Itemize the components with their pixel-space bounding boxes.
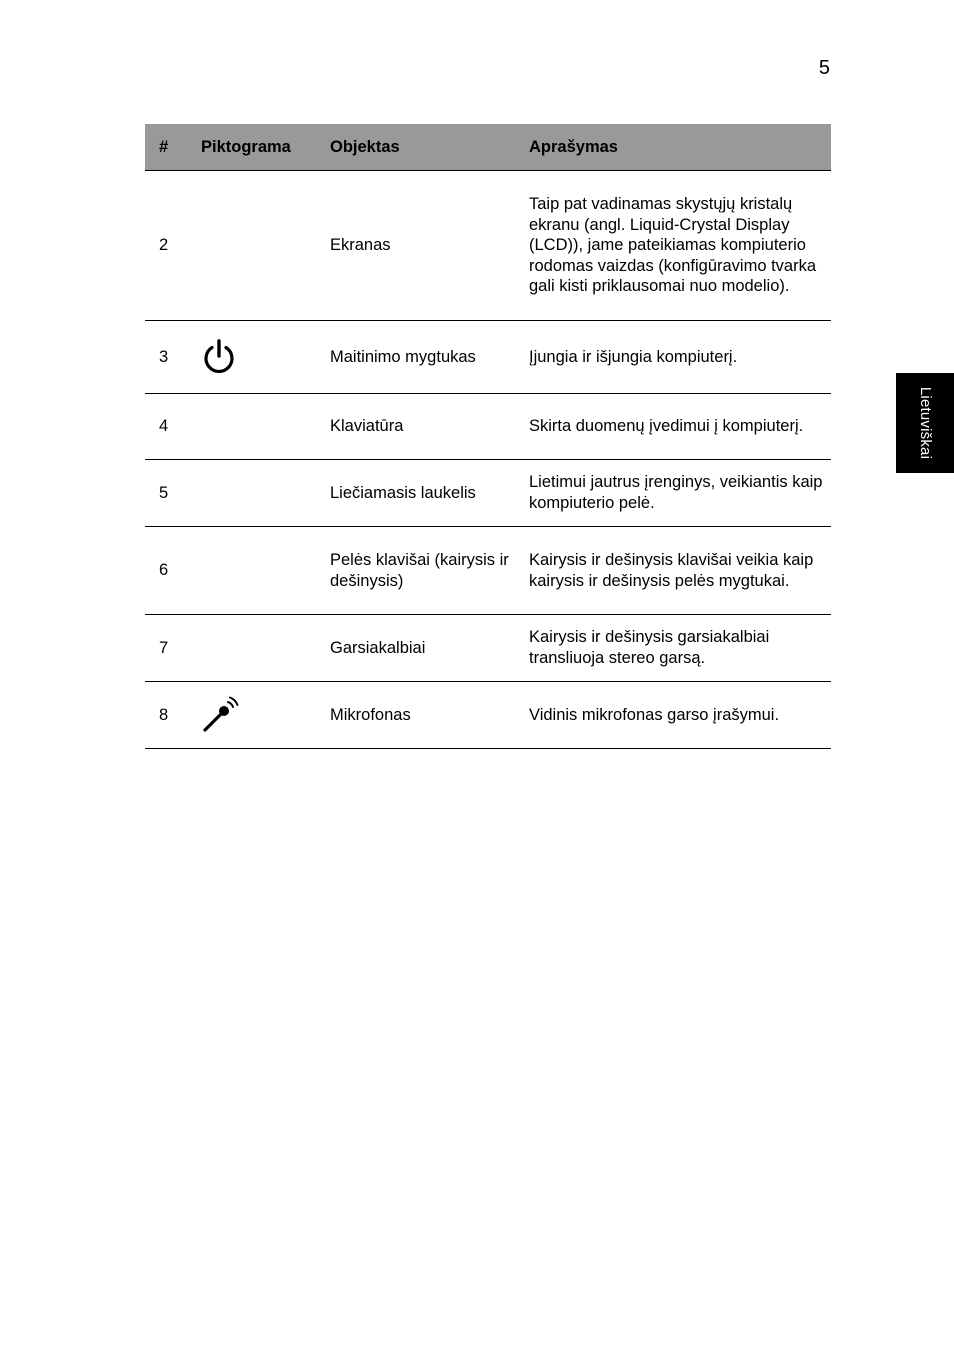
row-item: Ekranas xyxy=(330,171,529,321)
row-icon-cell xyxy=(185,394,330,460)
microphone-icon xyxy=(201,695,241,735)
row-item: Maitinimo mygtukas xyxy=(330,321,529,394)
table-row xyxy=(145,460,831,527)
page-number: 5 xyxy=(818,57,830,79)
row-description: Kairysis ir dešinysis garsiakalbiai transliuoja stereo garsą. xyxy=(529,615,831,682)
header-item: Objektas xyxy=(330,124,529,171)
row-description: Vidinis mikrofonas garso įrašymui. xyxy=(529,682,831,749)
row-item: Liečiamasis laukelis xyxy=(330,460,529,527)
table-row xyxy=(145,171,831,321)
table-row xyxy=(145,615,831,682)
row-icon-cell xyxy=(185,615,330,682)
table-row xyxy=(145,682,831,749)
language-side-tab xyxy=(896,373,954,473)
row-description: Kairysis ir dešinysis klavišai veikia kaip kairysis ir dešinysis pelės mygtukai. xyxy=(529,527,831,615)
row-number: 8 xyxy=(145,682,185,749)
row-number: 6 xyxy=(145,527,185,615)
row-description: Skirta duomenų įvedimui į kompiuterį. xyxy=(529,394,831,460)
table-header-row xyxy=(145,124,831,171)
row-description: Įjungia ir išjungia kompiuterį. xyxy=(529,321,831,394)
row-icon-cell xyxy=(185,527,330,615)
table-row xyxy=(145,321,831,394)
power-icon xyxy=(201,338,237,376)
row-item: Garsiakalbiai xyxy=(330,615,529,682)
row-number: 7 xyxy=(145,615,185,682)
row-number: 4 xyxy=(145,394,185,460)
header-description: Aprašymas xyxy=(529,124,831,171)
components-table xyxy=(145,124,831,749)
row-icon-cell xyxy=(185,321,330,394)
row-icon-cell xyxy=(185,171,330,321)
row-description: Lietimui jautrus įrenginys, veikiantis kaip kompiuterio pelė. xyxy=(529,460,831,527)
row-number: 5 xyxy=(145,460,185,527)
row-description: Taip pat vadinamas skystųjų kristalų ekranu (angl. Liquid-Crystal Display (LCD)), jame pateikiamas kompiuterio rodomas vaizdas (konfigūravimo tvarka gali kisti priklausomai nuo modelio). xyxy=(529,171,831,321)
row-icon-cell xyxy=(185,682,330,749)
row-item: Klaviatūra xyxy=(330,394,529,460)
row-icon-cell xyxy=(185,460,330,527)
header-number: # xyxy=(145,124,185,171)
header-icon: Piktograma xyxy=(185,124,330,171)
row-item: Pelės klavišai (kairysis ir dešinysis) xyxy=(330,527,529,615)
row-item: Mikrofonas xyxy=(330,682,529,749)
table-row xyxy=(145,527,831,615)
table-row xyxy=(145,394,831,460)
language-side-tab-label: Lietuviškai xyxy=(917,386,934,460)
row-number: 2 xyxy=(145,171,185,321)
row-number: 3 xyxy=(145,321,185,394)
